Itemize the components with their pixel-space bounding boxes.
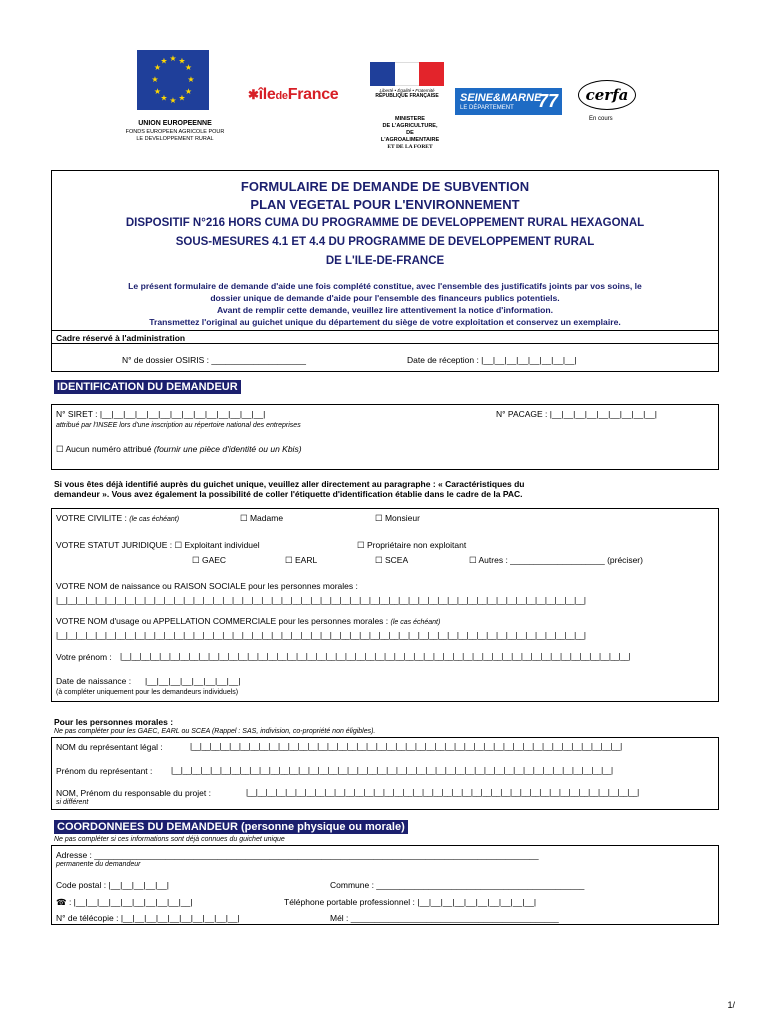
sous-mesures-line: SOUS-MESURES 4.1 ET 4.4 DU PROGRAMME DE DEVELOPPEMENT RURAL: [175, 236, 595, 248]
seine-marne-sub: LE DÉPARTEMENT: [460, 105, 514, 111]
coordonnees-note: Ne pas compléter si ces informations sont déjà connues du guichet unique: [54, 836, 285, 843]
idf-star-icon: ✱: [248, 87, 259, 102]
en-cours-label: En cours: [589, 116, 613, 122]
osiris-dossier-field[interactable]: N° de dossier OSIRIS : ____________________: [122, 355, 306, 365]
prenom-representant-field[interactable]: |__|__|__|__|__|__|__|__|__|__|__|__|__|__|__|__|__|__|__|__|__|__|__|__|__|__|__|__|__|__|__|__|__|__|__|__|__|__|__|__|__|__|__|__|__|: [171, 766, 613, 775]
svg-text:★: ★: [178, 56, 186, 66]
form-subtitle: PLAN VEGETAL POUR L'ENVIRONNEMENT: [250, 197, 520, 212]
commune-field[interactable]: Commune : ____________________________________________: [330, 880, 585, 890]
reception-date-field[interactable]: Date de réception : |__|__|__|__|__|__|__|__|: [407, 355, 577, 365]
french-flag-icon: [370, 62, 444, 86]
idf-middle: de: [275, 90, 288, 102]
nom-naissance-label: VOTRE NOM de naissance ou RAISON SOCIALE pour les personnes morales :: [56, 581, 358, 591]
responsable-label: NOM, Prénom du responsable du projet :: [56, 788, 211, 798]
guichet-paragraph: [54, 479, 718, 499]
svg-text:★: ★: [187, 75, 195, 84]
telecopie-field[interactable]: N° de télécopie : |__|__|__|__|__|__|__|__|__|__|: [56, 913, 240, 923]
aucun-label: ☐ Aucun numéro attribué: [56, 444, 152, 454]
guichet-para-line-2: demandeur ». Vous avez également la possibilité de coller l'étiquette d'identification établie dans le cadre de la PAC.: [54, 489, 523, 499]
nom-usage-text: VOTRE NOM d'usage ou APPELLATION COMMERCIALE pour les personnes morales :: [56, 616, 389, 626]
rf-name: RÉPUBLIQUE FRANÇAISE: [375, 93, 439, 99]
eu-subtitle: FONDS EUROPEEN AGRICOLE POUR LE DEVELOPPEMENT RURAL: [125, 129, 225, 142]
aucun-note: (fournir une pièce d'identité ou un Kbis): [153, 444, 302, 454]
eu-title: UNION EUROPEENNE: [138, 120, 212, 127]
proprietaire-checkbox[interactable]: ☐ Propriétaire non exploitant: [357, 540, 467, 550]
code-postal-field[interactable]: Code postal : |__|__|__|__|__|: [56, 880, 169, 890]
prenom-field[interactable]: |__|__|__|__|__|__|__|__|__|__|__|__|__|__|__|__|__|__|__|__|__|__|__|__|__|__|__|__|__|__|__|__|__|__|__|__|__|__|__|__|__|__|__|__|__|__|__|__|__|__|__|__|: [120, 652, 631, 661]
page-number: 1/: [727, 1000, 735, 1010]
earl-checkbox[interactable]: ☐ EARL: [285, 555, 318, 565]
region-line: DE L'ILE-DE-FRANCE: [325, 255, 445, 267]
guichet-para-line-1: Si vous êtes déjà identifié auprès du guichet unique, veuillez aller directement au paragraphe : « Caractéristiques du: [54, 479, 525, 489]
eu-caption: [125, 120, 225, 142]
seine-marne-number: 77: [537, 91, 558, 111]
naissance-label: Date de naissance :: [56, 676, 132, 686]
siret-box: [51, 404, 719, 470]
svg-text:★: ★: [153, 87, 162, 96]
monsieur-checkbox[interactable]: ☐ Monsieur: [375, 513, 420, 523]
svg-text:★: ★: [184, 87, 193, 96]
telephone-field[interactable]: ☎ : |__|__|__|__|__|__|__|__|__|__|: [56, 897, 193, 907]
siret-field[interactable]: N° SIRET : |__|__|__|__|__|__|__|__|__|__|__|__|__|__|: [56, 409, 266, 419]
naissance-note: (à compléter uniquement pour les demandeurs individuels): [56, 689, 239, 696]
idf-suffix: France: [287, 86, 339, 103]
civilite-text: VOTRE CIVILITE :: [56, 513, 127, 523]
nom-usage-note: (le cas échéant): [390, 619, 441, 626]
rf-motto: Liberté • Égalité • Fraternité: [379, 88, 435, 93]
demandeur-identity-box: [51, 508, 719, 702]
coordonnees-header: COORDONNEES DU DEMANDEUR (personne physique ou morale): [54, 820, 408, 834]
svg-text:★: ★: [178, 93, 186, 103]
iledefrance-logo: [248, 86, 338, 104]
statut-exploitant-checkbox[interactable]: VOTRE STATUT JURIDIQUE : ☐ Exploitant individuel: [56, 540, 260, 550]
ministere-line: DE: [406, 130, 414, 136]
ministere-line: DE L'AGRICULTURE,: [382, 123, 438, 129]
intro-note-1: Le présent formulaire de demande d'aide une fois complété constitue, avec l'ensemble des justificatifs joints par vos soins, le: [128, 281, 642, 291]
identification-header: IDENTIFICATION DU DEMANDEUR: [54, 380, 241, 394]
republique-francaise-logo: [370, 62, 444, 99]
form-title-box: [51, 170, 719, 344]
representant-label: NOM du représentant légal :: [56, 742, 163, 752]
nom-usage-field[interactable]: |__|__|__|__|__|__|__|__|__|__|__|__|__|__|__|__|__|__|__|__|__|__|__|__|__|__|__|__|__|__|__|__|__|__|__|__|__|__|__|__|__|__|__|__|__|__|__|__|__|__|__|__|__|__|: [56, 631, 586, 640]
nom-naissance-field[interactable]: |__|__|__|__|__|__|__|__|__|__|__|__|__|__|__|__|__|__|__|__|__|__|__|__|__|__|__|__|__|__|__|__|__|__|__|__|__|__|__|__|__|__|__|__|__|__|__|__|__|__|__|__|__|__|: [56, 596, 586, 605]
portable-field[interactable]: Téléphone portable professionnel : |__|__|__|__|__|__|__|__|__|__|: [284, 897, 537, 907]
scea-checkbox[interactable]: ☐ SCEA: [375, 555, 409, 565]
pacage-field[interactable]: N° PACAGE : |__|__|__|__|__|__|__|__|__|: [496, 409, 657, 419]
si-different-note: si différent: [56, 799, 89, 806]
intro-note-4: Transmettez l'original au guichet unique du département du siège de votre exploitation et conservez un exemplaire.: [149, 317, 621, 327]
svg-text:★: ★: [184, 63, 193, 72]
mel-field[interactable]: Mél : ____________________________________________: [330, 913, 559, 923]
svg-text:★: ★: [169, 54, 177, 63]
civilite-note: (le cas échéant): [129, 516, 180, 523]
admin-reserved-title: Cadre réservé à l'administration: [56, 333, 186, 343]
seine-marne-name: SEINE&MARNE: [460, 92, 542, 104]
naissance-field[interactable]: |__|__|__|__|__|__|__|__|: [145, 676, 241, 686]
ministere-line: MINISTERE: [395, 116, 425, 122]
representant-field[interactable]: |__|__|__|__|__|__|__|__|__|__|__|__|__|__|__|__|__|__|__|__|__|__|__|__|__|__|__|__|__|__|__|__|__|__|__|__|__|__|__|__|__|__|__|__|: [190, 742, 622, 751]
cerfa-text: cerfa: [585, 86, 629, 104]
eu-stars-icon: [137, 50, 209, 110]
gaec-checkbox[interactable]: ☐ GAEC: [192, 555, 227, 565]
autres-checkbox[interactable]: ☐ Autres : ____________________ (préciser): [469, 555, 643, 565]
admin-reserved-box: [51, 330, 719, 372]
morales-note: Ne pas compléter pour les GAEC, EARL ou SCEA (Rappel : SAS, indivision, co-propriété non éligibles).: [54, 728, 376, 735]
coordonnees-box: [51, 845, 719, 925]
adresse-note: permanente du demandeur: [56, 861, 141, 868]
civilite-label: [56, 513, 179, 523]
svg-text:★: ★: [160, 56, 168, 66]
svg-text:★: ★: [169, 96, 177, 105]
ministere-line: L'AGROALIMENTAIRE: [380, 137, 440, 143]
ministere-caption: [365, 116, 455, 151]
cerfa-logo: [578, 80, 636, 110]
adresse-field[interactable]: Adresse : ______________________________________________________________________________________________: [56, 850, 539, 860]
eu-flag-logo: [137, 50, 209, 110]
idf-prefix: île: [258, 86, 276, 103]
siret-note: attribué par l'INSEE lors d'une inscription au répertoire national des entreprises: [56, 422, 301, 429]
madame-checkbox[interactable]: ☐ Madame: [240, 513, 284, 523]
seine-et-marne-logo: [455, 88, 562, 115]
intro-note-2: dossier unique de demande d'aide pour l'ensemble des financeurs publics potentiels.: [210, 293, 560, 303]
morales-box: [51, 737, 719, 810]
svg-text:★: ★: [153, 63, 162, 72]
svg-text:★: ★: [151, 75, 159, 84]
prenom-label: Votre prénom :: [56, 652, 112, 662]
svg-text:★: ★: [160, 93, 168, 103]
aucun-numero-checkbox[interactable]: [56, 444, 302, 455]
form-title: FORMULAIRE DE DEMANDE DE SUBVENTION: [240, 179, 530, 194]
prenom-representant-label: Prénom du représentant :: [56, 766, 153, 776]
ministere-line: ET DE LA FORET: [387, 144, 433, 150]
morales-title: Pour les personnes morales :: [54, 717, 174, 727]
intro-note-3: Avant de remplir cette demande, veuillez lire attentivement la notice d'information.: [216, 305, 553, 315]
dispositif-line: DISPOSITIF N°216 HORS CUMA DU PROGRAMME DE DEVELOPPEMENT RURAL HEXAGONAL: [125, 217, 645, 229]
nom-usage-label: [56, 616, 440, 626]
responsable-field[interactable]: |__|__|__|__|__|__|__|__|__|__|__|__|__|__|__|__|__|__|__|__|__|__|__|__|__|__|__|__|__|__|__|__|__|__|__|__|__|__|__|__|: [246, 788, 639, 797]
